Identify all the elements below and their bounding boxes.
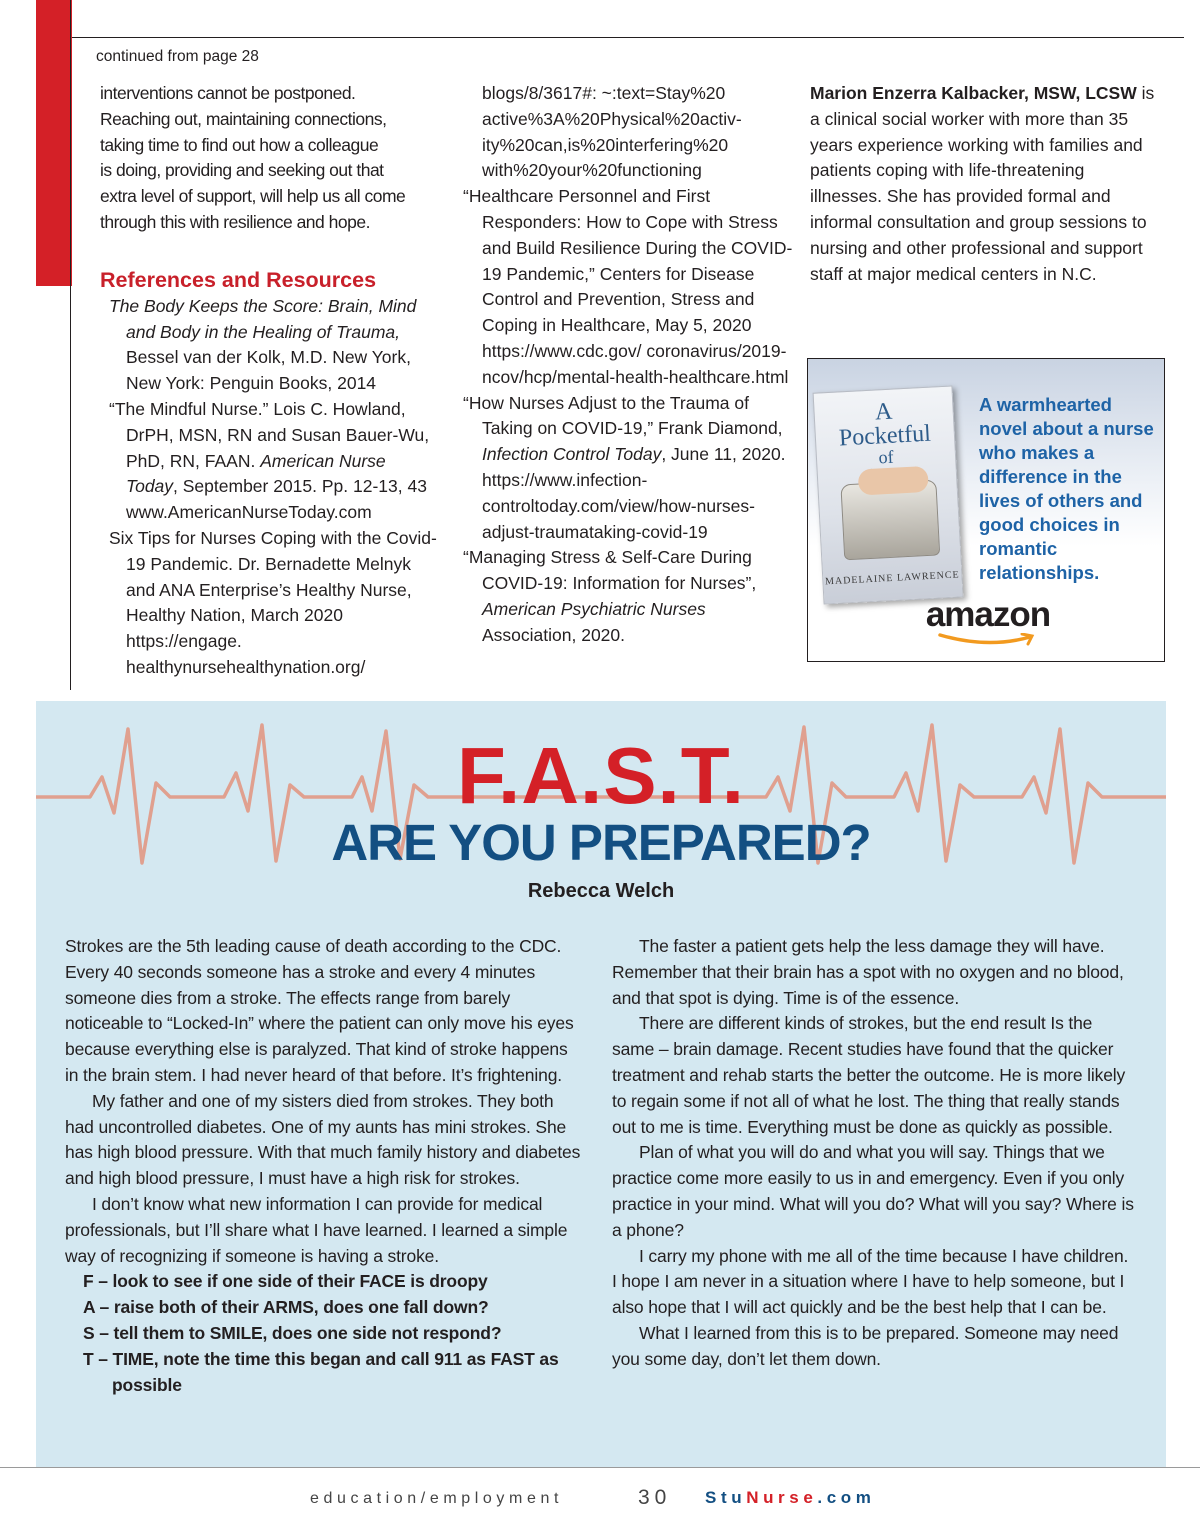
fast-column-right xyxy=(612,934,1137,1373)
site-part: Stu xyxy=(705,1488,747,1507)
book-title-line: of xyxy=(877,446,895,468)
author-bio xyxy=(810,81,1155,287)
intro-line: through this with resilience and hope. xyxy=(100,211,370,232)
paragraph: The faster a patient gets help the less damage they will have. Remember that their brain has a spot with no oxygen and no blood, and that spot is dying. Time is of the essence. xyxy=(612,936,1124,1008)
fast-list-item: T – TIME, note the time this began and call 911 as FAST as possible xyxy=(83,1348,559,1395)
intro-line: Reaching out, maintaining connections, xyxy=(100,108,387,129)
top-rule xyxy=(72,37,1184,38)
reference-item: Six Tips for Nurses Coping with the Covid-19 Pandemic. Dr. Bernadette Melnyk and ANA Enterprise’s Healthy Nurse, Healthy Nation, March 2020 https://engage. healthynursehealthynation.org/ xyxy=(109,527,437,677)
paragraph: My father and one of my sisters died from strokes. They both had uncontrolled diabetes. One of my aunts has mini strokes. She has high blood pressure. With that much family history and diabetes and high blood pressure, I must have a high risk for strokes. xyxy=(65,1090,581,1189)
paragraph: What I learned from this is to be prepared. Someone may need you some day, don’t let them down. xyxy=(612,1322,1119,1369)
amazon-logo[interactable] xyxy=(918,597,1058,652)
paragraph: Strokes are the 5th leading cause of death according to the CDC. Every 40 seconds someone has a stroke and every 4 minutes someone dies from a stroke. The effects range from barely noticeable to “Locked-In” where the patient can only move his eyes because everything else is paralyzed. That kind of stroke happens in the brain stem. I had never heard of that before. It’s frightening. xyxy=(65,936,574,1085)
author-bio-text: is a clinical social worker with more than 35 years experience working with families and patients coping with life-threatening illnesses. She has provided formal and informal consultation and group sessions to nursing and other professional and support staff at major medical centers in N.C. xyxy=(810,83,1155,284)
reference-item xyxy=(109,397,440,526)
site-part: .com xyxy=(817,1488,876,1507)
reference-detail: “The Mindful Nurse.” Lois C. Howland, DrPH, MSN, RN and Susan Bauer-Wu, PhD, RN, FAAN. xyxy=(109,398,430,471)
reference-detail: “How Nurses Adjust to the Trauma of Taking on COVID-19,” Frank Diamond, xyxy=(463,392,783,439)
amazon-smile-icon xyxy=(918,633,1058,647)
article-column-1 xyxy=(100,81,440,681)
footer-section: education/employment xyxy=(310,1490,563,1507)
intro-line: interventions cannot be postponed. xyxy=(100,83,356,103)
reference-detail: Bessel van der Kolk, M.D. New York, New York: Penguin Books, 2014 xyxy=(126,347,411,394)
url-continuation xyxy=(463,81,793,184)
reference-detail: “Managing Stress & Self-Care During COVID-19: Information for Nurses”, xyxy=(463,547,757,594)
reference-detail: , September 2015. Pp. 12-13, 43 www.AmericanNurseToday.com xyxy=(126,476,427,523)
reference-journal: American Nurse Today xyxy=(126,450,386,497)
book-cover xyxy=(813,385,964,604)
site-part: Nurse xyxy=(746,1488,818,1507)
article-byline: Rebecca Welch xyxy=(527,880,675,902)
hand-illustration xyxy=(858,466,929,496)
url-line: active%3A%20Physical%20activ- xyxy=(482,108,742,129)
intro-line: taking time to find out how a colleague xyxy=(100,134,379,155)
page-number: 30 xyxy=(638,1486,672,1509)
paragraph: I carry my phone with me all of the time because I have children. I hope I am never in a situation where I have to help someone, but I also hope that I will act quickly and be the best help that I can be. xyxy=(612,1245,1129,1318)
continued-note: continued from page 28 xyxy=(96,48,259,65)
intro-line: extra level of support, will help us all come xyxy=(100,186,406,207)
paragraph: I don’t know what new information I can provide for medical professionals, but I’ll share what I have learned. I learned a simple way of recognizing if someone is having a stroke. xyxy=(65,1193,568,1266)
article-subtitle: ARE YOU PREPARED? xyxy=(331,814,871,871)
fast-column-left xyxy=(65,934,585,1398)
fast-list-item: F – look to see if one side of their FACE is droopy xyxy=(83,1271,488,1292)
left-column-rule xyxy=(70,0,71,690)
reference-journal: Infection Control Today xyxy=(482,444,662,465)
references-heading: References and Resources xyxy=(100,267,377,292)
footer-rule xyxy=(0,1467,1200,1468)
reference-item xyxy=(109,294,440,397)
fast-list-item: A – raise both of their ARMS, does one fall down? xyxy=(83,1297,489,1318)
url-line: with%20your%20functioning xyxy=(482,160,702,181)
author-name: Marion Enzerra Kalbacker, MSW, LCSW xyxy=(810,83,1137,103)
paragraph: Plan of what you will do and what you will say. Things that we practice come more easily to us in and emergency. Even if you only practice in your mind. What will you do? What will you say? Where is a phone? xyxy=(612,1142,1134,1240)
reference-journal: American Psychiatric Nurses xyxy=(482,598,706,619)
url-line: ity%20can,is%20interfering%20 xyxy=(482,134,729,155)
url-line: blogs/8/3617#: ~:text=Stay%20 xyxy=(482,83,726,103)
fast-list xyxy=(65,1269,585,1398)
reference-item xyxy=(463,545,793,648)
article-title: F.A.S.T. xyxy=(456,731,746,820)
reference-detail: , June 11, 2020. https://www.infection-controltoday.com/view/how-nurses-adjust-traumataking-covid-19 xyxy=(482,444,786,542)
book-title-line: Pocketful xyxy=(838,420,932,452)
book-advertisement[interactable] xyxy=(807,358,1165,662)
amazon-wordmark: amazon xyxy=(925,595,1051,634)
reference-detail: Association, 2020. xyxy=(482,624,626,645)
ad-tagline: A warmhearted novel about a nurse who makes a difference in the lives of others and good choices in romantic relationships. xyxy=(979,394,1154,583)
book-title-line: A xyxy=(874,398,893,426)
red-accent-bar xyxy=(36,0,72,286)
reference-item: “Healthcare Personnel and First Responders: How to Cope with Stress and Build Resilience During the COVID-19 Pandemic,” Centers for Disease Control and Prevention, Stress and Coping in Healthcare, May 5, 2020 https://www.cdc.gov/ coronavirus/2019-ncov/hcp/mental-health-healthcare.html xyxy=(463,186,793,387)
paragraph: There are different kinds of strokes, but the end result Is the same – brain damage. Recent studies have found that the quicker treatment and rehab starts the better the outcome. He is more likely to regain some if not all of what he lost. The thing that really stands out to me is time. Everything must be done as quickly as possible. xyxy=(612,1013,1126,1137)
book-author: MADELAINE LAWRENCE xyxy=(824,569,960,588)
reference-title: The Body Keeps the Score: Brain, Mind and Body in the Healing of Trauma, xyxy=(109,295,417,342)
fast-list-item: S – tell them to SMILE, does one side not respond? xyxy=(83,1322,502,1343)
fast-article xyxy=(36,701,1166,1468)
article-column-2 xyxy=(463,81,793,649)
footer-website[interactable] xyxy=(705,1488,875,1508)
reference-item xyxy=(463,391,793,546)
intro-line: is doing, providing and seeking out that xyxy=(100,160,384,181)
